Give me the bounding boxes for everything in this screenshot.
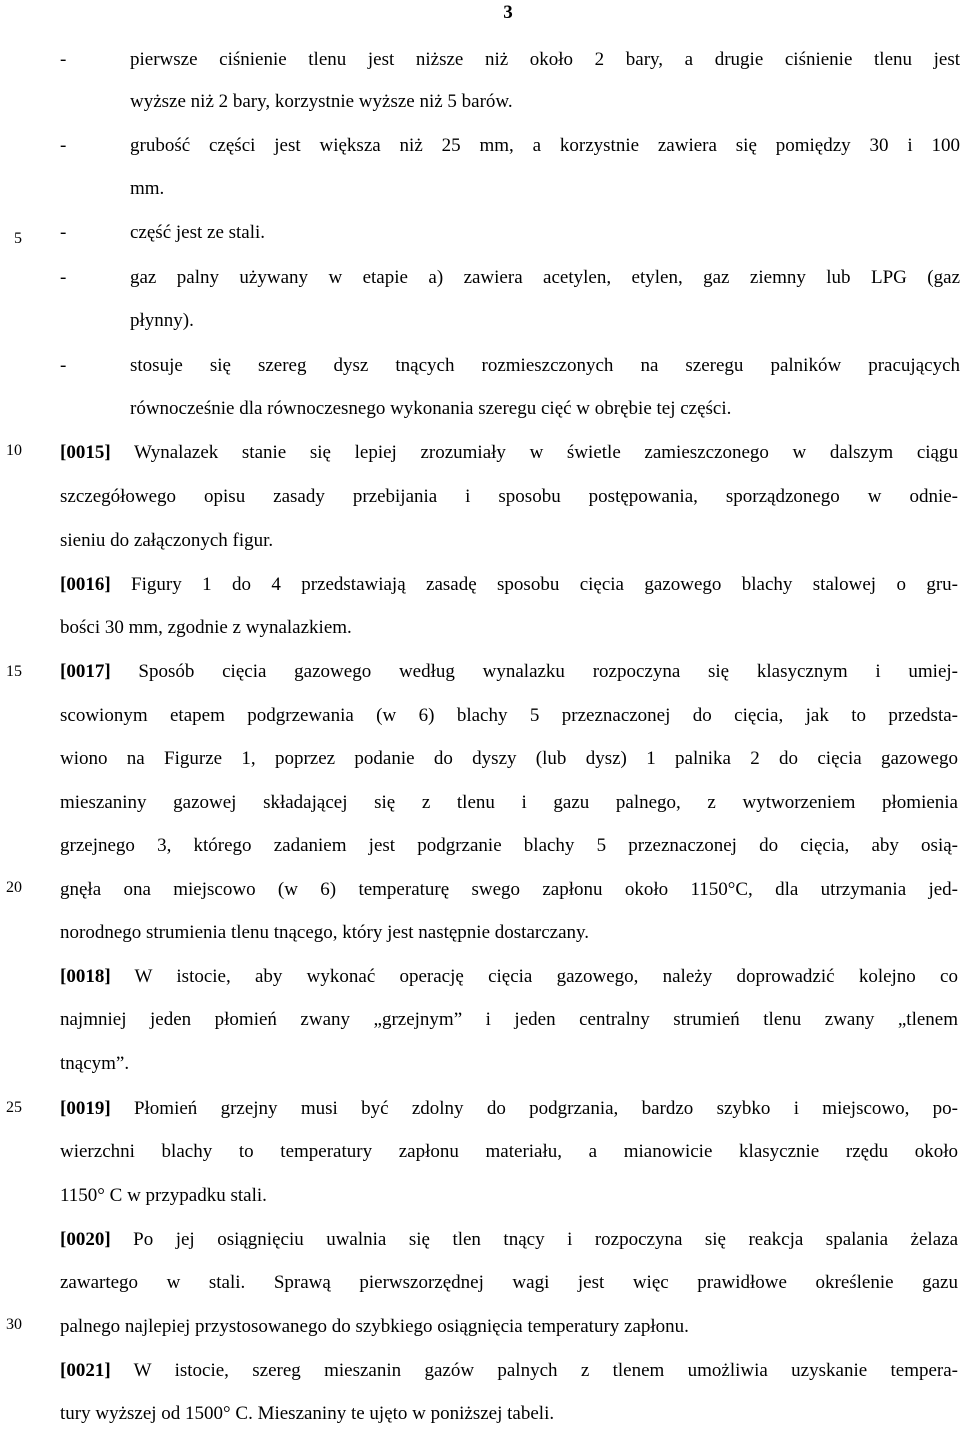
line-number: 30 xyxy=(6,1316,22,1333)
bullet-text-line: stosuje się szereg dysz tnących rozmieszczonych na szeregu palników pracujących xyxy=(130,355,960,376)
bullet-text-line: grubość części jest większa niż 25 mm, a korzystnie zawiera się pomiędzy 30 i 100 xyxy=(130,135,960,156)
paragraph-text: Po jej osiągnięciu uwalnia się tlen tnący i rozpoczyna się reakcja spalania żelaza xyxy=(110,1229,958,1250)
paragraph-line: 1150° C w przypadku stali. xyxy=(60,1185,267,1206)
paragraph-line: tnącym”. xyxy=(60,1053,130,1074)
paragraph-line: szczegółowego opisu zasady przebijania i sposobu postępowania, sporządzonego w odnie- xyxy=(60,486,958,507)
bullet-item-continuation xyxy=(60,299,960,343)
bullet-item xyxy=(60,256,960,300)
line-number: 25 xyxy=(6,1099,22,1116)
paragraph-text: Płomień grzejny musi być zdolny do podgrzania, bardzo szybko i miejscowo, po- xyxy=(110,1098,958,1119)
paragraph-ref: [0020] xyxy=(60,1229,111,1250)
paragraph-text: Wynalazek stanie się lepiej zrozumiały w świetle zamieszczonego w dalszym ciągu xyxy=(110,442,958,463)
paragraph-line: norodnego strumienia tlenu tnącego, który jest następnie dostarczany. xyxy=(60,922,590,943)
paragraph-line: sieniu do załączonych figur. xyxy=(60,530,274,551)
bullet-text-line: wyższe niż 2 bary, korzystnie wyższe niż 5 barów. xyxy=(130,91,513,112)
paragraph-text: W istocie, aby wykonać operację cięcia gazowego, należy doprowadzić kolejno co xyxy=(110,966,958,987)
bullet-dash: - xyxy=(60,135,67,156)
paragraph-ref: [0018] xyxy=(60,966,111,987)
bullet-item-continuation xyxy=(60,167,960,211)
paragraph-line xyxy=(60,1349,958,1393)
bullet-dash: - xyxy=(60,49,67,70)
bullet-dash: - xyxy=(60,267,67,288)
paragraph-ref: [0017] xyxy=(60,661,111,682)
paragraph-line: gnęła ona miejscowo (w 6) temperaturę swego zapłonu około 1150°C, dla utrzymania jed- xyxy=(60,879,958,900)
paragraph-text: Figury 1 do 4 przedstawiają zasadę sposobu cięcia gazowego blachy stalowej o gru- xyxy=(110,574,958,595)
paragraph-line xyxy=(60,563,958,607)
paragraph-line: najmniej jeden płomień zwany „grzejnym” i jeden centralny strumień tlenu zwany „tlenem xyxy=(60,1009,958,1030)
line-number: 20 xyxy=(6,879,22,896)
bullet-item-continuation xyxy=(60,80,960,124)
line-number: 5 xyxy=(14,230,22,247)
bullet-text-line: płynny). xyxy=(130,310,194,331)
paragraph-line: scowionym etapem podgrzewania (w 6) blachy 5 przeznaczonej do cięcia, jak to przedsta- xyxy=(60,705,958,726)
bullet-text-line: pierwsze ciśnienie tlenu jest niższe niż około 2 bary, a drugie ciśnienie tlenu jest xyxy=(130,49,960,70)
paragraph-line: grzejnego 3, którego zadaniem jest podgrzanie blachy 5 przeznaczonej do cięcia, aby osią- xyxy=(60,835,958,856)
paragraph-line xyxy=(60,1218,958,1262)
paragraph-line: wierzchni blachy to temperatury zapłonu materiału, a mianowicie klasycznie rzędu około xyxy=(60,1141,958,1162)
bullet-item xyxy=(60,124,960,168)
paragraph-line: bości 30 mm, zgodnie z wynalazkiem. xyxy=(60,617,352,638)
bullet-item-continuation xyxy=(60,387,960,431)
bullet-item xyxy=(60,38,960,82)
paragraph-line xyxy=(60,650,958,694)
line-number: 10 xyxy=(6,442,22,459)
paragraph-line xyxy=(60,1087,958,1131)
paragraph-line: mieszaniny gazowej składającej się z tlenu i gazu palnego, z wytworzeniem płomienia xyxy=(60,792,958,813)
bullet-item xyxy=(60,211,960,255)
page-number: 3 xyxy=(503,2,513,23)
paragraph-line xyxy=(60,955,958,999)
line-number: 15 xyxy=(6,663,22,680)
bullet-text-line: równocześnie dla równoczesnego wykonania szeregu cięć w obrębie tej części. xyxy=(130,398,732,419)
paragraph-text: Sposób cięcia gazowego według wynalazku rozpoczyna się klasycznym i umiej- xyxy=(110,661,958,682)
bullet-text-line: mm. xyxy=(130,178,165,199)
paragraph-text: W istocie, szereg mieszanin gazów palnych z tlenem umożliwia uzyskanie tempera- xyxy=(110,1360,958,1381)
paragraph-line: wiono na Figurze 1, poprzez podanie do dyszy (lub dysz) 1 palnika 2 do cięcia gazowego xyxy=(60,748,958,769)
bullet-item xyxy=(60,344,960,388)
paragraph-line: zawartego w stali. Sprawą pierwszorzędnej wagi jest więc prawidłowe określenie gazu xyxy=(60,1272,958,1293)
paragraph-line: tury wyższej od 1500° C. Mieszaniny te ujęto w poniższej tabeli. xyxy=(60,1403,555,1424)
paragraph-ref: [0021] xyxy=(60,1360,111,1381)
bullet-dash: - xyxy=(60,222,67,243)
paragraph-ref: [0016] xyxy=(60,574,111,595)
bullet-text-line: gaz palny używany w etapie a) zawiera acetylen, etylen, gaz ziemny lub LPG (gaz xyxy=(130,267,960,288)
bullet-dash: - xyxy=(60,355,67,376)
paragraph-line: palnego najlepiej przystosowanego do szybkiego osiągnięcia temperatury zapłonu. xyxy=(60,1316,689,1337)
bullet-text-line: część jest ze stali. xyxy=(130,222,266,243)
paragraph-ref: [0015] xyxy=(60,442,111,463)
paragraph-ref: [0019] xyxy=(60,1098,111,1119)
paragraph-line xyxy=(60,431,958,475)
